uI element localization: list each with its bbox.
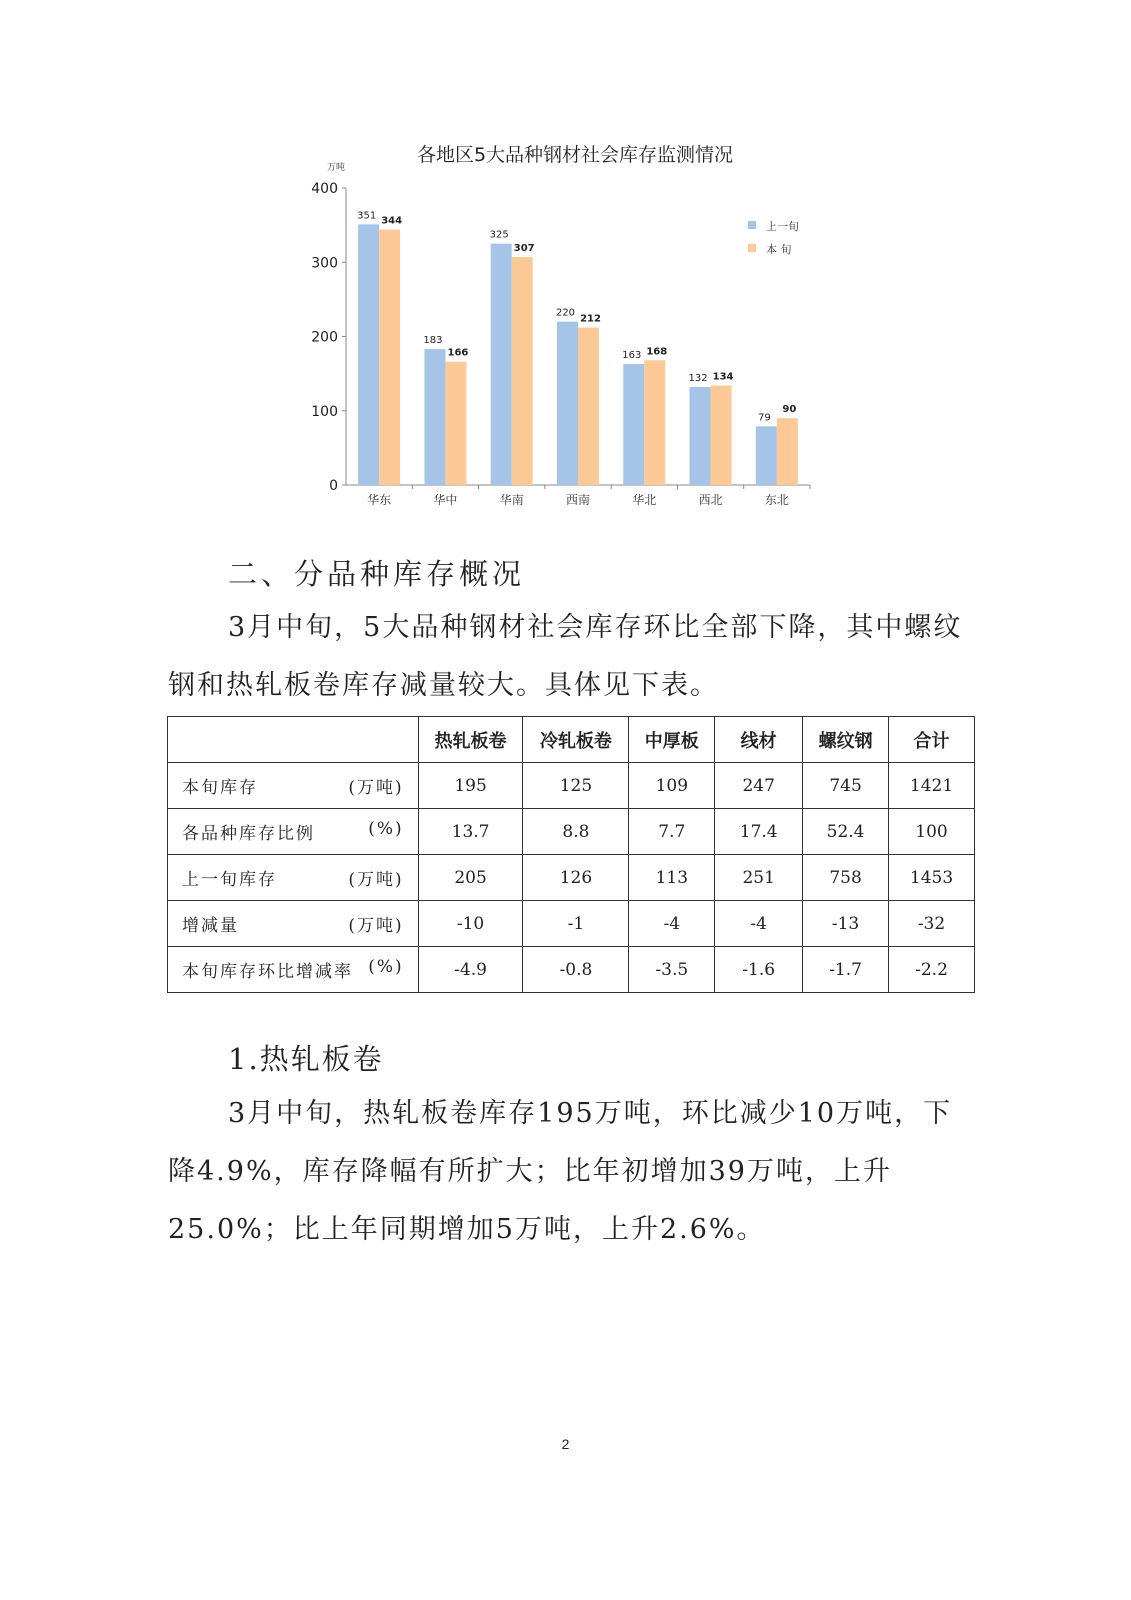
table-cell: 205 — [418, 855, 523, 901]
x-tick-label: 西南 — [565, 493, 591, 507]
header-cell: 中厚板 — [629, 717, 715, 763]
section-heading: 二、分品种库存概况 — [228, 557, 526, 591]
bar — [623, 364, 644, 485]
table-cell: -13 — [803, 901, 889, 947]
subsection-body — [168, 1085, 968, 1259]
body-paragraph: 3月中旬，热轧板卷库存195万吨，环比减少10万吨，下降4.9%，库存降幅有所扩大；比年初增加39万吨，上升25.0%；比上年同期增加5万吨，上升2.6%。 — [168, 1098, 953, 1245]
data-label: 79 — [757, 412, 771, 424]
table-cell: 745 — [803, 763, 889, 809]
bar — [445, 362, 466, 485]
header-cell: 热轧板卷 — [418, 717, 523, 763]
chart-legend — [748, 219, 799, 256]
table-row — [168, 763, 975, 809]
data-label: 168 — [646, 346, 668, 358]
data-label: 183 — [423, 335, 443, 347]
bar — [379, 230, 400, 485]
table-cell: -1 — [523, 901, 629, 947]
table-cell: 8.8 — [523, 809, 629, 855]
row-header — [168, 809, 419, 855]
inventory-bar-chart — [290, 135, 850, 525]
x-tick-label: 西北 — [698, 493, 723, 507]
y-tick-label: 400 — [311, 181, 338, 197]
row-header — [168, 947, 419, 993]
page-number: 2 — [561, 1436, 570, 1452]
table-cell: 758 — [803, 855, 889, 901]
data-label: 90 — [782, 404, 797, 416]
data-label: 307 — [513, 243, 535, 255]
intro-paragraph: 3月中旬，5大品种钢材社会库存环比全部下降，其中螺纹钢和热轧板卷库存减量较大。具体见下表。 — [168, 612, 963, 701]
y-tick-label: 0 — [329, 478, 338, 494]
bar — [358, 224, 379, 485]
table-cell: 109 — [629, 763, 715, 809]
bar — [690, 387, 711, 485]
data-label: 325 — [489, 229, 509, 241]
bar — [644, 360, 665, 485]
table-header-row — [168, 717, 975, 763]
bar — [711, 386, 732, 485]
table-row — [168, 809, 975, 855]
header-cell — [168, 717, 419, 763]
table-cell: -2.2 — [889, 947, 975, 993]
bar — [756, 426, 777, 485]
table-cell: -4 — [715, 901, 803, 947]
row-header — [168, 855, 419, 901]
table-row — [168, 855, 975, 901]
table-cell: 52.4 — [803, 809, 889, 855]
table-cell: 13.7 — [418, 809, 523, 855]
row-label: 各品种库存比例 — [182, 824, 315, 844]
y-tick-label: 300 — [311, 255, 338, 272]
table-cell: 113 — [629, 855, 715, 901]
table-cell: -0.8 — [523, 947, 629, 993]
table-cell: 126 — [523, 855, 629, 901]
header-cell: 合计 — [889, 717, 975, 763]
table-cell: 251 — [715, 855, 803, 901]
row-label: 增减量 — [182, 916, 239, 936]
table-row — [168, 947, 975, 993]
x-tick-label: 华北 — [632, 493, 657, 507]
data-label: 134 — [712, 371, 734, 383]
legend-swatch — [748, 244, 756, 252]
row-unit: (%) — [368, 957, 404, 977]
inventory-table — [167, 716, 975, 993]
table-cell: 1421 — [889, 763, 975, 809]
legend-label: 上一旬 — [766, 220, 799, 233]
data-label: 220 — [555, 307, 576, 319]
bar — [578, 328, 599, 485]
x-tick-label: 华东 — [367, 493, 392, 507]
table-cell: 195 — [418, 763, 523, 809]
table-cell: -3.5 — [629, 947, 715, 993]
row-header — [168, 901, 419, 947]
table-cell: 247 — [715, 763, 803, 809]
table-cell: -4 — [629, 901, 715, 947]
legend-swatch — [748, 221, 756, 229]
table-cell: -1.7 — [803, 947, 889, 993]
row-unit: (万吨) — [348, 870, 404, 890]
data-label: 166 — [447, 347, 469, 359]
table-cell: 100 — [889, 809, 975, 855]
table-cell: -10 — [418, 901, 523, 947]
header-cell: 冷轧板卷 — [523, 717, 629, 763]
data-label: 344 — [381, 215, 403, 227]
row-unit: (万吨) — [348, 916, 404, 936]
bar — [424, 349, 445, 485]
table-row — [168, 901, 975, 947]
y-tick-label: 200 — [311, 329, 338, 346]
row-unit: (%) — [368, 819, 404, 839]
table-cell: 125 — [523, 763, 629, 809]
chart-bars — [357, 210, 798, 485]
y-axis-unit: 万吨 — [326, 163, 346, 173]
row-label: 本旬库存 — [182, 778, 258, 798]
bar — [557, 322, 578, 485]
table-cell: -1.6 — [715, 947, 803, 993]
data-label: 351 — [357, 210, 377, 222]
legend-label: 本 旬 — [766, 243, 792, 256]
x-tick-label: 华南 — [499, 493, 524, 507]
y-tick-label: 100 — [311, 403, 338, 420]
bar — [777, 418, 798, 485]
bar — [512, 257, 533, 485]
table-cell: -32 — [889, 901, 975, 947]
chart-title: 各地区5大品种钢材社会库存监测情况 — [416, 144, 734, 166]
section-intro — [168, 599, 968, 715]
row-label: 本旬库存环比增减率 — [182, 962, 353, 982]
header-cell: 线材 — [715, 717, 803, 763]
row-unit: (万吨) — [348, 778, 404, 798]
bar — [491, 244, 512, 485]
data-label: 132 — [688, 372, 708, 384]
data-label: 163 — [622, 349, 642, 361]
header-cell: 螺纹钢 — [803, 717, 889, 763]
table-cell: 7.7 — [629, 809, 715, 855]
row-label: 上一旬库存 — [182, 870, 277, 890]
x-tick-label: 华中 — [433, 493, 458, 507]
x-tick-label: 东北 — [764, 493, 789, 507]
table-cell: 1453 — [889, 855, 975, 901]
subsection-heading: 1.热轧板卷 — [228, 1042, 384, 1076]
data-label: 212 — [580, 313, 601, 325]
row-header — [168, 763, 419, 809]
table-cell: -4.9 — [418, 947, 523, 993]
table-cell: 17.4 — [715, 809, 803, 855]
